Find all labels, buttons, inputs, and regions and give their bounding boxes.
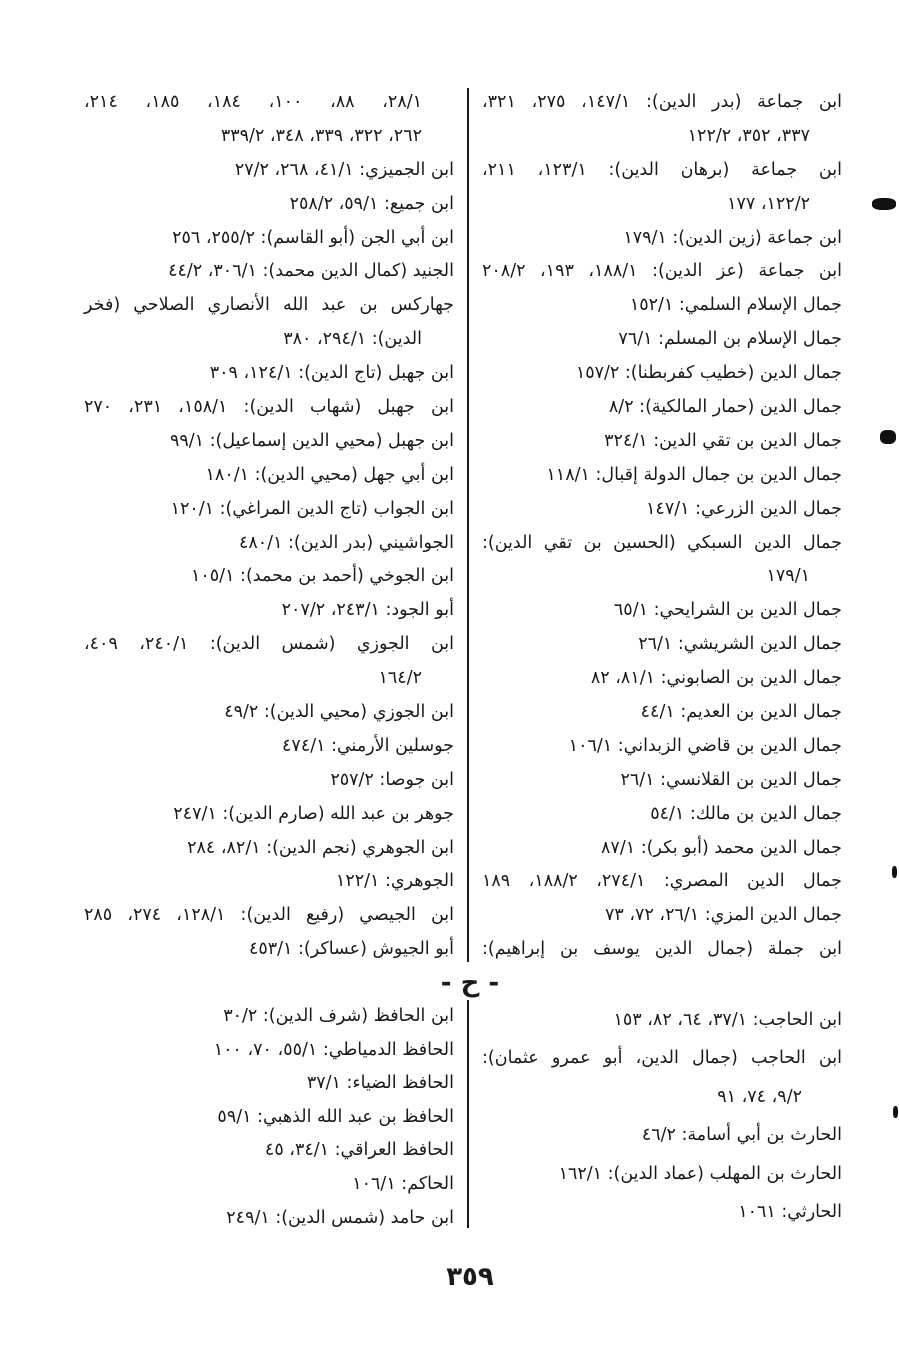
index-column-right-bottom (482, 1001, 842, 1231)
index-entry-line: ابن الجيصي (رفيع الدين): ١٢٨/١، ٢٧٤، ٢٨٥ (84, 905, 454, 926)
index-entry-line: جمال الإسلام بن المسلم: ٧٦/١ (618, 329, 842, 350)
index-entry-line: جمال الدين بن مالك: ٥٤/١ (650, 803, 842, 824)
index-entry-line: الجوهري: ١٢٢/١ (335, 871, 454, 892)
scan-artifact (892, 866, 897, 878)
index-entry-line: جمال الدين (خطيب كفربطنا): ١٥٧/٢ (575, 363, 842, 384)
index-entry-line: جمال الدين الزرعي: ١٤٧/١ (646, 498, 842, 519)
index-entry-line: ابن الحاجب (جمال الدين، أبو عمرو عثمان): (482, 1048, 842, 1069)
column-divider-top (467, 88, 469, 962)
index-entry-continuation-line: ٢٦٢، ٣٢٢، ٣٣٩، ٣٤٨، ٣٣٩/٢ (220, 125, 422, 146)
index-entry-line: ابن الجوهري (نجم الدين): ٨٢/١، ٢٨٤ (187, 837, 454, 858)
index-entry-line: الحافظ الدمياطي: ٥٥/١، ٧٠، ١٠٠ (213, 1039, 454, 1060)
index-entry-continuation-line: ١٢٢/٢، ١٧٧ (727, 193, 810, 214)
index-entry-continuation-line: الدين): ٢٩٤/١، ٣٨٠ (283, 329, 422, 350)
index-entry-line: جمال الدين بن الشرايحي: ٦٥/١ (613, 600, 842, 621)
index-entry-line: جمال الدين بن العديم: ٤٤/١ (640, 702, 842, 723)
index-entry-line: جمال الدين المزي: ٢٦/١، ٧٢، ٧٣ (605, 905, 842, 926)
scan-artifact (893, 1106, 898, 1118)
index-entry-line: أبو الجود: ٢٤٣/١، ٢٠٧/٢ (281, 600, 454, 621)
index-entry-line: الحافظ بن عبد الله الذهبي: ٥٩/١ (217, 1106, 454, 1127)
index-entry-line: جمال الدين بن تقي الدين: ٣٢٤/١ (604, 430, 842, 451)
index-entry-line: ابن حامد (شمس الدين): ٢٤٩/١ (226, 1207, 454, 1228)
index-entry-continuation-line: ٩/٢، ٧٤، ٩١ (717, 1086, 802, 1107)
index-entry-line: ابن جميع: ٥٩/١، ٢٥٨/٢ (289, 193, 454, 214)
section-letter-heading: - ح - (440, 968, 500, 998)
index-entry-line: الحارث بن أبي أسامة: ٤٦/٢ (641, 1125, 842, 1146)
index-entry-continuation-line: ٣٣٧، ٣٥٢، ١٢٢/٢ (687, 125, 810, 146)
index-entry-line: ابن جهبل (محيي الدين إسماعيل): ٩٩/١ (169, 430, 454, 451)
index-entry-line: جمال الدين بن الصابوني: ٨١/١، ٨٢ (590, 668, 842, 689)
index-entry-line: ابن جماعة (برهان الدين): ١٢٣/١، ٢١١، (482, 159, 842, 180)
index-entry-line: ابن أبي الجن (أبو القاسم): ٢٥٥/٢، ٢٥٦ (172, 227, 454, 248)
index-column-right-top (482, 86, 842, 967)
index-entry-line: جمال الدين بن القلانسي: ٢٦/١ (620, 769, 842, 790)
index-entry-line: ابن الجواب (تاج الدين المراغي): ١٢٠/١ (170, 498, 454, 519)
index-entry-line: ابن جماعة (زين الدين): ١٧٩/١ (623, 227, 842, 248)
index-entry-line: ابن جهبل (تاج الدين): ١٢٤/١، ٣٠٩ (209, 363, 454, 384)
index-entry-line: ابن جماعة (عز الدين): ١٨٨/١، ١٩٣، ٢٠٨/٢ (482, 261, 842, 282)
index-entry-line: ابن جملة (جمال الدين يوسف بن إبراهيم): (482, 939, 842, 960)
index-entry-line: جمال الدين السبكي (الحسين بن تقي الدين): (482, 532, 842, 553)
index-entry-line: جمال الدين بن جمال الدولة إقبال: ١١٨/١ (546, 464, 842, 485)
index-entry-line: جمال الدين محمد (أبو بكر): ٨٧/١ (601, 837, 842, 858)
index-column-left-bottom (84, 1000, 454, 1235)
index-entry-line: ابن أبي جهل (محيي الدين): ١٨٠/١ (205, 464, 454, 485)
index-entry-line: ابن جماعة (بدر الدين): ١٤٧/١، ٢٧٥، ٣٢١، (482, 92, 842, 112)
index-entry-line: الحارث بن المهلب (عماد الدين): ١٦٢/١ (558, 1163, 842, 1184)
index-entry-line: جهاركس بن عبد الله الأنصاري الصلاحي (فخر (84, 295, 454, 316)
index-entry-line: ابن الجميزي: ٤١/١، ٢٦٨، ٢٧/٢ (234, 159, 454, 180)
index-entry-line: ابن جهبل (شهاب الدين): ١٥٨/١، ٢٣١، ٢٧٠ (84, 397, 454, 418)
index-entry-line: جمال الإسلام السلمي: ١٥٢/١ (629, 295, 842, 316)
index-entry-continuation-line: ١٦٤/٢ (378, 668, 422, 689)
index-entry-line: الحاكم: ١٠٦/١ (352, 1173, 454, 1194)
index-entry-line: الجنيد (كمال الدين محمد): ٣٠٦/١، ٤٤/٢ (168, 261, 454, 282)
scan-artifact (872, 198, 896, 210)
index-entry-line: ابن الجوزي (شمس الدين): ٢٤٠/١، ٤٠٩، (84, 634, 454, 655)
index-entry-line: جمال الدين (حمار المالكية): ٨/٢ (608, 397, 842, 418)
index-column-left-top (84, 86, 454, 967)
index-entry-line: ابن الحاجب: ٣٧/١، ٦٤، ٨٢، ١٥٣ (613, 1010, 842, 1030)
index-entry-line: الحافظ العراقي: ٣٤/١، ٤٥ (264, 1140, 454, 1161)
index-entry-line: الحارثي: ١٠٦١ (738, 1201, 842, 1222)
index-entry-line: ابن الجوخي (أحمد بن محمد): ١٠٥/١ (190, 566, 454, 587)
index-entry-line: جوهر بن عبد الله (صارم الدين): ٢٤٧/١ (173, 803, 454, 824)
index-entry-line: جمال الدين المصري: ٢٧٤/١، ١٨٨/٢، ١٨٩ (482, 871, 842, 892)
scan-artifact (880, 430, 896, 444)
index-entry-line: ابن الحافظ (شرف الدين): ٣٠/٢ (223, 1006, 454, 1026)
index-entry-line: ابن الجوزي (محيي الدين): ٤٩/٢ (224, 702, 454, 723)
index-entry-continuation-line: ٢٨/١، ٨٨، ١٠٠، ١٨٤، ١٨٥، ٢١٤، (84, 92, 423, 112)
index-entry-continuation-line: ١٧٩/١ (766, 566, 810, 587)
index-entry-line: جمال الدين الشريشي: ٢٦/١ (638, 634, 842, 655)
index-entry-line: الجواشيني (بدر الدين): ٤٨٠/١ (238, 532, 454, 553)
index-entry-line: جمال الدين بن قاضي الزبداني: ١٠٦/١ (568, 735, 842, 756)
index-entry-line: ابن جوصا: ٢٥٧/٢ (330, 769, 454, 790)
index-entry-line: جوسلين الأرمني: ٤٧٤/١ (282, 735, 454, 756)
column-divider-bottom (467, 1000, 469, 1228)
index-entry-line: أبو الجيوش (عساكر): ٤٥٣/١ (248, 939, 454, 960)
index-entry-line: الحافظ الضياء: ٣٧/١ (306, 1073, 454, 1094)
page-number: ٣٥٩ (446, 1262, 494, 1292)
